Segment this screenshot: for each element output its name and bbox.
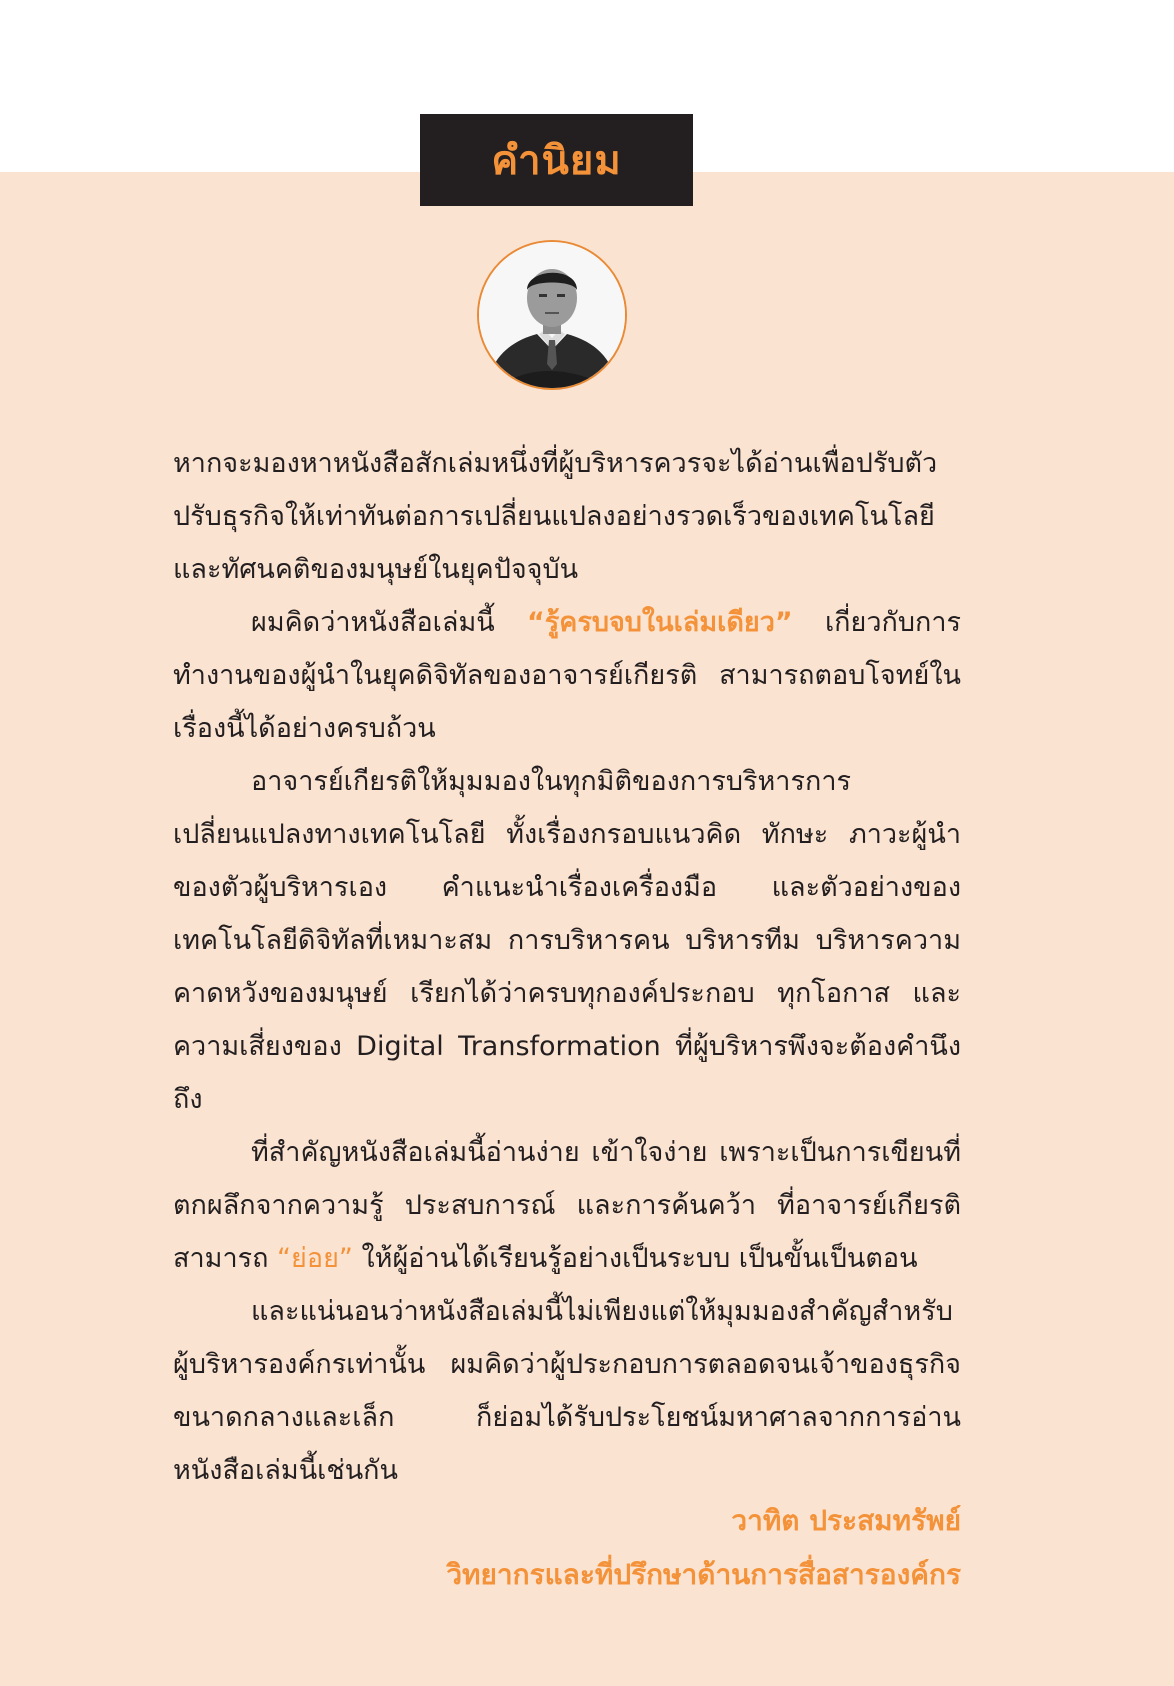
paragraph-5-text: และแน่นอนว่าหนังสือเล่มนี้ไม่เพียงแต่ให้มุมมองสำคัญสำหรับผู้บริหารองค์กรเท่านั้น ผมคิดว่าผู้ประกอบการตลอดจนเจ้าของธุรกิจขนาดกลางและเล็ก ก็ย่อมได้รับประโยชน์มหาศาลจากการอ่านหนังสือเล่มนี้เช่นกัน [173,1296,961,1486]
signature-block [446,1494,961,1602]
paragraph-3 [173,755,961,1126]
paragraph-3-text: อาจารย์เกียรติให้มุมมองในทุกมิติของการบริหารการเปลี่ยนแปลงทางเทคโนโลยี ทั้งเรื่องกรอบแนวคิด ทักษะ ภาวะผู้นำของตัวผู้บริหารเอง คำแนะนำเรื่องเครื่องมือ และตัวอย่างของเทคโนโลยีดิจิทัลที่เหมาะสม การบริหารคน บริหารทีม บริหารความคาดหวังของมนุษย์ เรียกได้ว่าครบทุกองค์ประกอบ ทุกโอกาส และความเสี่ยงของ Digital Transformation ที่ผู้บริหารพึงจะต้องคำนึงถึง [173,766,961,1115]
paragraph-4-text-start: ที่สำคัญหนังสือเล่มนี้อ่านง่าย เข้าใจง่าย เพราะเป็นการเขียนที่ตกผลึกจากความรู้ ประสบการณ์ และการค้นคว้า ที่อาจารย์เกียรติสามารถ [173,1137,961,1274]
page-title: คำนิยม [491,138,622,184]
paragraph-1-text: หากจะมองหาหนังสือสักเล่มหนึ่งที่ผู้บริหารควรจะได้อ่านเพื่อปรับตัว ปรับธุรกิจให้เท่าทันต่อการเปลี่ยนแปลงอย่างรวดเร็วของเทคโนโลยี และทัศนคติของมนุษย์ในยุคปัจจุบัน [173,448,938,585]
paragraph-1 [173,437,961,596]
book-tagline-highlight: “รู้ครบจบในเล่มเดียว” [527,607,793,638]
author-portrait [477,240,627,390]
signature-title: วิทยากรและที่ปรึกษาด้านการสื่อสารองค์กร [446,1558,961,1591]
paragraph-2 [173,596,961,755]
paragraph-2-text-start: ผมคิดว่าหนังสือเล่มนี้ [251,607,528,638]
signature-name: วาทิต ประสมทรัพย์ [731,1504,961,1537]
paragraph-2-text-end: เกี่ยวกับการทำงานของผู้นำในยุคดิจิทัลของอาจารย์เกียรติ สามารถตอบโจทย์ในเรื่องนี้ได้อย่างครบถ้วน [173,607,962,744]
heading-box [420,114,693,206]
digest-highlight: “ย่อย” [277,1243,353,1274]
paragraph-4-text-end: ให้ผู้อ่านได้เรียนรู้อย่างเป็นระบบ เป็นขั้นเป็นตอน [352,1243,918,1274]
foreword-body [173,437,961,1497]
paragraph-4 [173,1126,961,1285]
paragraph-5 [173,1285,961,1497]
portrait-image [479,242,625,388]
